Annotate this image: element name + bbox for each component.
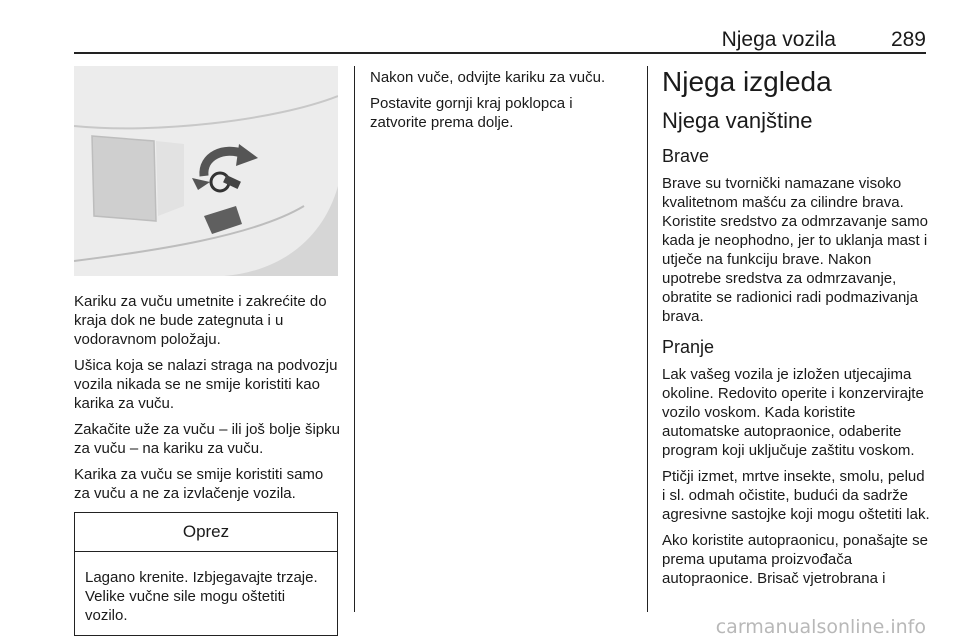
header-divider [74, 52, 926, 54]
column-divider [354, 66, 355, 612]
tow-eye-illustration [74, 66, 338, 276]
paragraph: Ptičji izmet, mrtve insekte, smolu, pelud i sl. odmah očistite, budući da sadrže agresivne sastojke koji mogu oštetiti lak. [662, 468, 930, 523]
watermark: carmanualsonline.info [715, 616, 926, 638]
page-number: 289 [890, 28, 926, 51]
column-left [74, 66, 342, 636]
paragraph: Ako koristite autopraonicu, ponašajte se prema uputama proizvođača autopraonice. Brisač vjetrobrana i [662, 532, 928, 587]
paragraph: Zakačite uže za vuču – ili još bolje šipku za vuču – na kariku za vuču. [74, 421, 340, 457]
section-title: Njega vozila [721, 28, 836, 51]
paragraph: Kariku za vuču umetnite i zakrećite do kraja dok ne bude zategnuta i u vodoravnom položaju. [74, 293, 327, 348]
column-middle [370, 68, 626, 139]
caution-text: Lagano krenite. Izbjegavajte trzaje. Velike vučne sile mogu oštetiti vozilo. [85, 569, 318, 624]
subsection-heading: Pranje [662, 337, 715, 357]
paragraph: Karika za vuču se smije koristiti samo za vuču a ne za izvlačenje vozila. [74, 466, 324, 502]
paragraph: Lak vašeg vozila je izložen utjecajima okoline. Redovito operite i konzervirajte vozilo voskom. Kada koristite automatske autopraonice, odaberite program koji uključuje zaštitu voskom. [662, 366, 924, 459]
paragraph: Postavite gornji kraj poklopca i zatvorite prema dolje. [370, 95, 573, 131]
subsection-heading: Brave [662, 146, 710, 166]
column-divider [647, 66, 648, 612]
section-heading: Njega vanjštine [662, 108, 813, 133]
tow-eye-icon [74, 66, 338, 276]
paragraph: Brave su tvornički namazane visoko kvalitetnom mašću za cilindre brava. Koristite sredstvo za odmrzavanje samo kada je neophodno, jer to uklanja mast i utječe na funkciju brave. Nakon upotrebe sredstva za odmrzavanje, obratite se radionici radi podmazivanja brava. [662, 175, 928, 325]
column-right [662, 66, 930, 595]
tow-eye-instructions [74, 292, 342, 503]
caution-title: Oprez [75, 513, 337, 552]
caution-box [74, 512, 338, 636]
chapter-heading: Njega izgleda [662, 66, 832, 97]
paragraph: Nakon vuče, odvijte kariku za vuču. [370, 69, 606, 86]
paragraph: Ušica koja se nalazi straga na podvozju vozila nikada se ne smije koristiti kao karika za vuču. [74, 357, 338, 412]
page-header [74, 28, 926, 50]
